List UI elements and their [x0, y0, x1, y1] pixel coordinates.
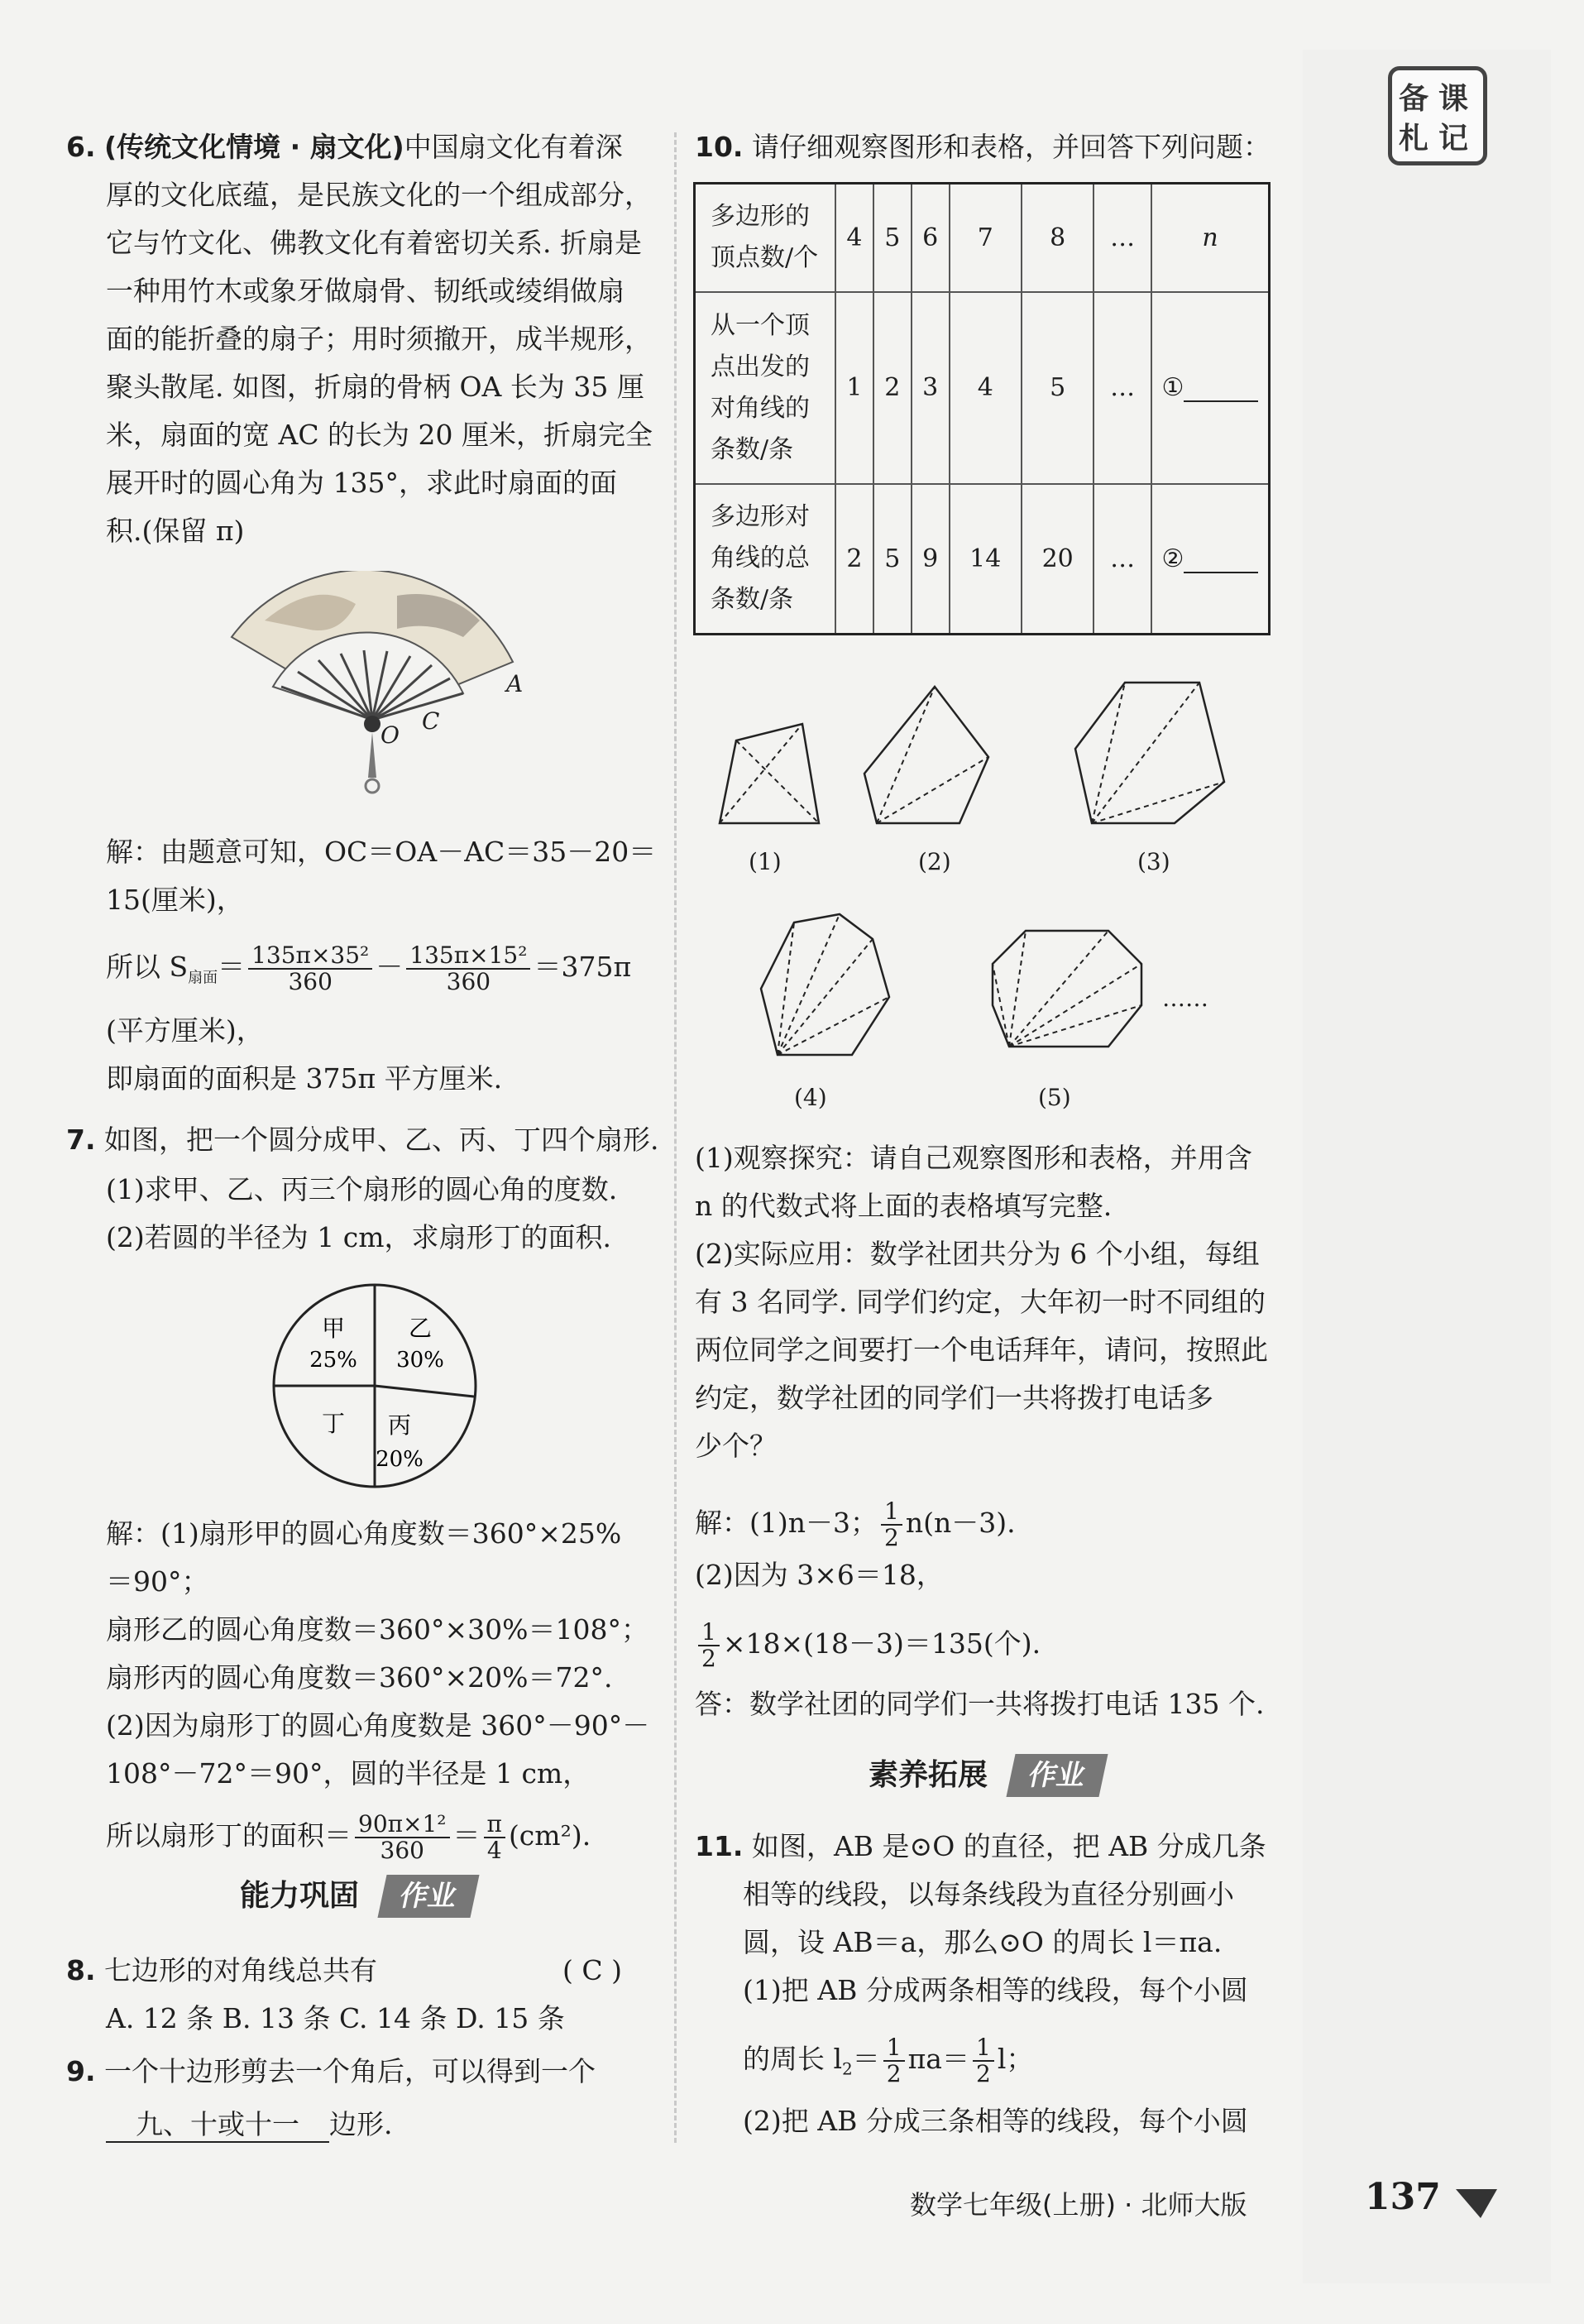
- fraction-den: 2: [884, 1524, 899, 1551]
- q7-sol-6: 108°－72°＝90°，圆的半径是 1 cm，: [106, 1757, 591, 1790]
- sector-name: 乙: [408, 1315, 433, 1342]
- sector-name: 甲: [321, 1315, 346, 1342]
- fraction: [881, 1499, 902, 1550]
- q7-stem-text: 如图，把一个圆分成甲、乙、丙、丁四个扇形.: [104, 1124, 659, 1156]
- table-cell-blank-2: [1151, 484, 1270, 635]
- text: l；: [997, 2043, 1034, 2075]
- fraction-num: 90π×1²: [355, 1812, 450, 1838]
- q10-sol-1: [695, 1499, 1016, 1550]
- q8-stem-text: 七边形的对角线总共有: [104, 1954, 377, 1986]
- sector-percent: 30%: [396, 1348, 444, 1373]
- fan-label-c: C: [422, 707, 440, 735]
- sector-percent: 20%: [376, 1447, 424, 1472]
- blank-marker: ②: [1161, 544, 1184, 573]
- q7-sol-1: 解：(1)扇形甲的圆心角度数＝360°×25%: [106, 1517, 622, 1550]
- fraction: [248, 943, 372, 994]
- q6-sol-3: [106, 943, 631, 995]
- fraction-den: 360: [288, 968, 333, 995]
- fig-caption: (4): [794, 1084, 827, 1111]
- q9-answer: 九、十或十一: [106, 2108, 329, 2143]
- text: (cm²).: [508, 1819, 591, 1852]
- subscript: 2: [842, 2058, 853, 2079]
- header-line: 多边形的: [711, 202, 810, 232]
- blank-marker: ①: [1161, 373, 1184, 403]
- q9-stem-text: 一个十边形剪去一个角后，可以得到一个: [104, 2055, 596, 2087]
- q6-text: 中国扇文化有着深: [404, 131, 623, 163]
- table-cell: …: [1093, 184, 1151, 292]
- badge-char: 备: [1399, 82, 1429, 116]
- fraction-num: 135π×35²: [248, 943, 372, 970]
- text: －: [376, 951, 404, 983]
- fraction: [698, 1620, 720, 1671]
- table-cell: 20: [1022, 484, 1093, 635]
- fraction-num: 135π×15²: [406, 943, 530, 970]
- table-cell: 3: [912, 292, 950, 484]
- q9-stem: [66, 2055, 596, 2088]
- fraction-num: 1: [881, 1499, 902, 1526]
- fraction: [406, 943, 530, 994]
- table-row-header: [695, 292, 836, 484]
- q10-part2-l5: 少个？: [695, 1430, 777, 1462]
- q7-sol-4: 扇形丙的圆心角度数＝360°×20%＝72°.: [106, 1661, 613, 1694]
- q6-line: 聚头散尾. 如图，折扇的骨柄 OA 长为 35 厘: [106, 371, 644, 403]
- table-cell: …: [1093, 292, 1151, 484]
- table-cell-blank-1: [1151, 292, 1270, 484]
- text: 所以扇形丁的面积＝: [106, 1819, 352, 1852]
- q6-line: 积.(保留 π): [106, 515, 245, 547]
- footer-book-title: 数学七年级(上册) · 北师大版: [910, 2189, 1247, 2221]
- q8-number: 8.: [66, 1954, 96, 1986]
- q10-part2-l3: 两位同学之间要打一个电话拜年，请问，按照此: [695, 1334, 1268, 1366]
- badge-char: 课: [1438, 82, 1469, 116]
- header-line: 对角线的: [711, 393, 810, 423]
- fraction-den: 360: [446, 968, 491, 995]
- sector-name: 丁: [321, 1410, 346, 1437]
- polygon-figures: [695, 658, 1290, 1121]
- answer-blank: [1184, 547, 1258, 573]
- q10-stem-text: 请仔细观察图形和表格，并回答下列问题：: [751, 131, 1271, 163]
- q9-number: 9.: [66, 2055, 96, 2087]
- q6-line: 展开时的圆心角为 135°，求此时扇面的面: [106, 467, 617, 499]
- fan-label-a: A: [506, 670, 524, 697]
- subscript: 扇面: [188, 969, 218, 987]
- section-tag: 作业: [1006, 1754, 1108, 1797]
- fraction-num: π: [484, 1812, 505, 1838]
- table-row-header: [695, 184, 836, 292]
- page-number: 137: [1365, 2176, 1441, 2218]
- table-row: [695, 292, 1270, 484]
- q10-sol-3: [695, 1620, 1041, 1671]
- q6-line: 它与竹文化、佛教文化有着密切关系. 折扇是: [106, 227, 642, 259]
- text: ＝: [218, 951, 246, 983]
- q11-number: 11.: [695, 1830, 744, 1862]
- answer-blank: [1184, 376, 1258, 402]
- fraction-den: 2: [975, 2060, 991, 2087]
- table-cell: 4: [835, 184, 873, 292]
- q8-answer: ( C ): [562, 1954, 622, 1986]
- notes-column: [1303, 50, 1551, 2283]
- q6-line: 米，扇面的宽 AC 的长为 20 厘米，折扇完全: [106, 419, 653, 451]
- fraction-den: 4: [486, 1837, 502, 1864]
- table-cell: 8: [1022, 184, 1093, 292]
- q6-tag: (传统文化情境 · 扇文化): [104, 131, 404, 163]
- fraction-den: 360: [380, 1837, 424, 1864]
- sector-percent: 25%: [309, 1348, 357, 1373]
- fig-caption: (3): [1137, 848, 1170, 875]
- fig-caption: (1): [749, 848, 782, 875]
- table-cell: 2: [873, 292, 912, 484]
- fraction-num: 1: [698, 1620, 720, 1646]
- q6-sol-2: 15(厘米)，: [106, 884, 244, 916]
- q8-stem: [66, 1954, 377, 1987]
- text: ＝: [452, 1819, 481, 1852]
- q7-sol-3: 扇形乙的圆心角度数＝360°×30%＝108°；: [106, 1613, 648, 1646]
- table-cell: 5: [1022, 292, 1093, 484]
- q10-part2-l1: (2)实际应用：数学社团共分为 6 个小组，每组: [695, 1238, 1260, 1270]
- q11-l6: (2)把 AB 分成三条相等的线段，每个小圆: [743, 2105, 1248, 2137]
- header-line: 从一个顶: [711, 310, 810, 340]
- header-line: 多边形对: [711, 502, 810, 532]
- q6-line: 厚的文化底蕴，是民族文化的一个组成部分，: [106, 179, 652, 211]
- fig-caption: (2): [918, 848, 951, 875]
- table-row: [695, 184, 1270, 292]
- fraction-den: 2: [701, 1645, 716, 1672]
- table-cell: 9: [912, 484, 950, 635]
- table-cell: 5: [873, 484, 912, 635]
- table-row-header: [695, 484, 836, 635]
- text: ＝375π: [534, 951, 632, 983]
- q11-text: 如图，AB 是⊙O 的直径，把 AB 分成几条: [751, 1830, 1266, 1862]
- notes-badge: [1388, 66, 1487, 165]
- fraction-den: 2: [886, 2060, 902, 2087]
- q6-sol-5: 即扇面的面积是 375π 平方厘米.: [106, 1062, 503, 1095]
- table-cell: 4: [950, 292, 1022, 484]
- q6-line: 面的能折叠的扇子；用时须撤开，成半规形，: [106, 323, 652, 355]
- q9-answer-line: [106, 2108, 393, 2143]
- fraction-num: 1: [973, 2035, 994, 2062]
- header-line: 顶点数/个: [711, 243, 819, 273]
- q10-number: 10.: [695, 131, 744, 163]
- q7-sol-5: (2)因为扇形丁的圆心角度数是 360°－90°－: [106, 1709, 650, 1742]
- section-label: 素养拓展: [869, 1758, 988, 1792]
- sector-name: 丙: [387, 1411, 412, 1439]
- polygon-table: [693, 182, 1271, 635]
- q11-l1: [695, 1830, 1266, 1863]
- column-divider: [674, 132, 677, 2143]
- text: 解：(1)n－3；: [695, 1507, 878, 1539]
- header-line: 条数/条: [711, 434, 794, 464]
- q7-sol-7: [106, 1812, 591, 1863]
- text: n(n－3).: [905, 1507, 1016, 1539]
- q6-number: 6.: [66, 131, 96, 163]
- fraction: [883, 2035, 905, 2087]
- q7-part1: (1)求甲、乙、丙三个扇形的圆心角的度数.: [106, 1173, 618, 1205]
- q10-part2-l4: 约定，数学社团的同学们一共将拨打电话多: [695, 1382, 1213, 1414]
- table-row: [695, 484, 1270, 635]
- fraction: [973, 2035, 994, 2087]
- header-line: 条数/条: [711, 585, 794, 615]
- fan-figure: [215, 571, 546, 811]
- q10-sol-4: 答：数学社团的同学们一共将拨打电话 135 个.: [695, 1688, 1265, 1720]
- table-cell: 5: [873, 184, 912, 292]
- section-tag: 作业: [377, 1875, 479, 1918]
- table-cell: 1: [835, 292, 873, 484]
- table-cell: …: [1093, 484, 1151, 635]
- q11-l3: 圆，设 AB＝a，那么⊙O 的周长 l＝πa.: [743, 1926, 1223, 1958]
- fraction: [355, 1812, 450, 1863]
- q6-sol-1: 解：由题意可知，OC＝OA－AC＝35－20＝: [106, 836, 657, 868]
- q10-sol-2: (2)因为 3×6＝18，: [695, 1559, 944, 1591]
- q8-options: A. 12 条 B. 13 条 C. 14 条 D. 15 条: [106, 2002, 565, 2034]
- arrow-decoration-icon: [1452, 2181, 1501, 2222]
- q10-part2-l2: 有 3 名同学. 同学们约定，大年初一时不同组的: [695, 1286, 1266, 1318]
- q6-sol-4: (平方厘米)，: [106, 1014, 264, 1047]
- text: 的周长 l: [743, 2043, 843, 2075]
- fraction-num: 1: [883, 2035, 905, 2062]
- badge-char: 记: [1438, 122, 1469, 156]
- fig-ellipsis: ……: [1162, 985, 1208, 1012]
- text: ×18×(18－3)＝135(个).: [722, 1627, 1041, 1660]
- q7-part2: (2)若圆的半径为 1 cm，求扇形丁的面积.: [106, 1221, 611, 1253]
- table-cell: 2: [835, 484, 873, 635]
- section-banner-literacy: [860, 1754, 1125, 1797]
- section-label: 能力巩固: [240, 1879, 360, 1913]
- section-banner-ability: [232, 1875, 496, 1918]
- q7-number: 7.: [66, 1124, 96, 1156]
- table-cell: n: [1151, 184, 1270, 292]
- table-cell: 14: [950, 484, 1022, 635]
- table-cell: 6: [912, 184, 950, 292]
- fan-label-o: O: [380, 721, 400, 749]
- q7-stem: [66, 1124, 659, 1157]
- header-line: 点出发的: [711, 352, 810, 381]
- badge-char: 札: [1399, 122, 1429, 156]
- q10-stem: [695, 131, 1271, 164]
- q6-line: 一种用竹木或象牙做扇骨、韧纸或绫绢做扇: [106, 275, 625, 307]
- q7-circle-diagram: [263, 1274, 486, 1497]
- q10-part1-l2: n 的代数式将上面的表格填写完整.: [695, 1190, 1113, 1222]
- q7-sol-2: ＝90°；: [106, 1565, 209, 1598]
- q11-l4: (1)把 AB 分成两条相等的线段，每个小圆: [743, 1974, 1248, 2006]
- text: 所以 S: [106, 951, 189, 983]
- q11-l5: [743, 2035, 1033, 2087]
- fraction: [484, 1812, 505, 1863]
- q10-part1-l1: (1)观察探究：请自己观察图形和表格，并用含: [695, 1142, 1252, 1174]
- q11-l2: 相等的线段，以每条线段为直径分别画小: [743, 1878, 1234, 1910]
- q9-tail: 边形.: [329, 2108, 393, 2140]
- header-line: 角线的总: [711, 544, 810, 573]
- table-cell: 7: [950, 184, 1022, 292]
- text: ＝: [852, 2043, 880, 2075]
- text: πa＝: [907, 2043, 969, 2075]
- fig-caption: (5): [1038, 1084, 1071, 1111]
- q6-line-1: [66, 131, 623, 164]
